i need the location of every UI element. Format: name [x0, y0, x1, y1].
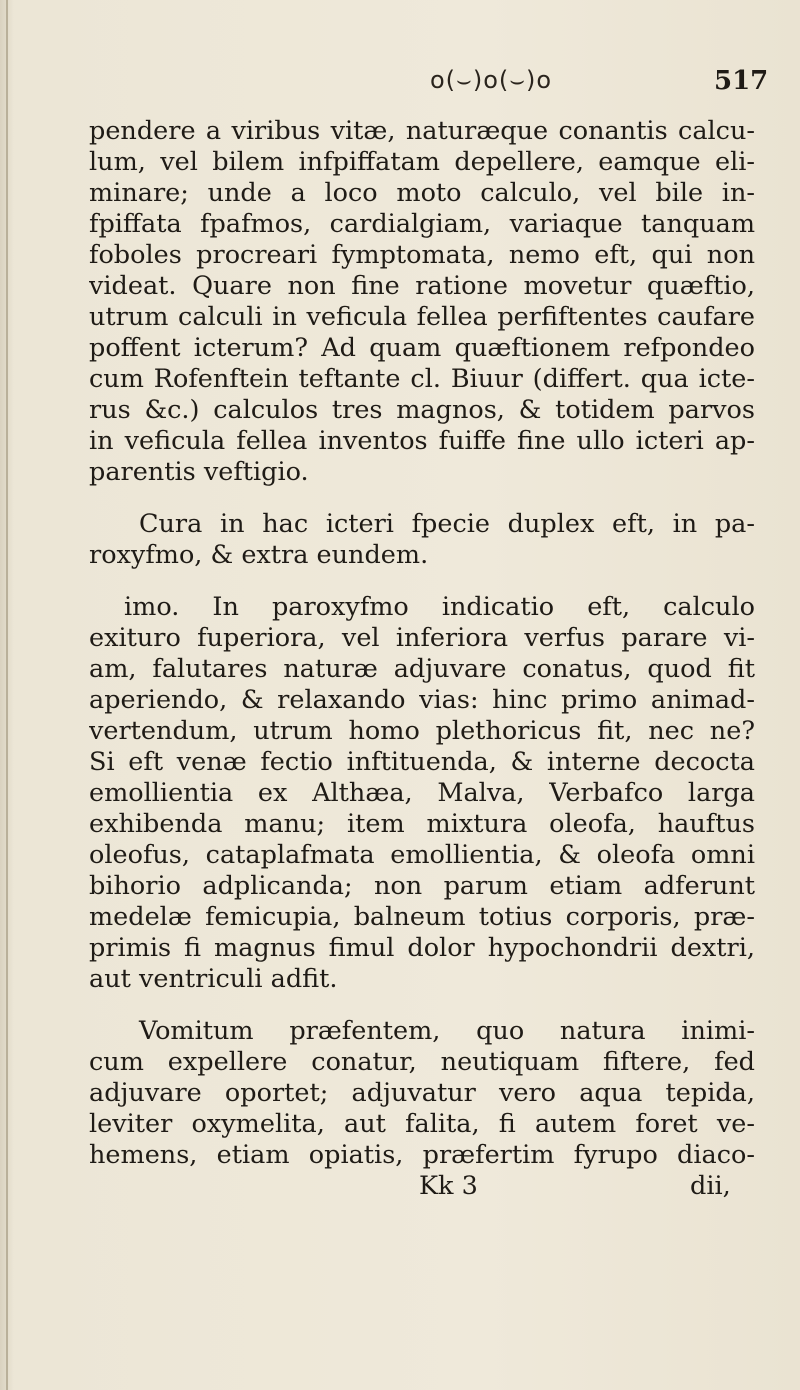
- text-line: imo. In paroxyfmo indicatio eft, calculo: [124, 592, 755, 622]
- text-line: oleofus, cataplafmata emollientia, & oleofa omni: [89, 840, 755, 870]
- text-line: adjuvare oportet; adjuvatur vero aqua tepida,: [89, 1078, 755, 1108]
- paragraph-4: [89, 1016, 755, 1171]
- text-line: leviter oxymelita, aut falita, fi autem foret ve-: [89, 1109, 755, 1139]
- text-line: exhibenda manu; item mixtura oleofa, hauftus: [89, 809, 755, 839]
- text-line: aut ventriculi adfit.: [89, 964, 338, 994]
- text-line: medelæ femicupia, balneum totius corporis, præ-: [89, 902, 755, 932]
- text-line: vertendum, utrum homo plethoricus fit, nec ne?: [89, 716, 755, 746]
- text-line: Cura in hac icteri fpecie duplex eft, in pa-: [139, 509, 755, 539]
- paragraph-3: [89, 592, 755, 995]
- text-line: in veficula fellea inventos fuiffe fine ullo icteri ap-: [89, 426, 755, 456]
- text-line: parentis veftigio.: [89, 457, 309, 487]
- signature-mark: Kk 3: [419, 1171, 478, 1201]
- page-header: [0, 66, 800, 106]
- text-line: pendere a viribus vitæ, naturæque conantis calcu-: [89, 116, 755, 146]
- text-line: cum expellere conatur, neutiquam fiftere, fed: [89, 1047, 755, 1077]
- page-footer: [89, 1171, 755, 1202]
- paragraph-1: [89, 116, 755, 488]
- text-line: utrum calculi in veficula fellea perfiftentes caufare: [89, 302, 755, 332]
- text-line: videat. Quare non fine ratione movetur quæftio,: [89, 271, 755, 301]
- text-line: minare; unde a loco moto calculo, vel bile in-: [89, 178, 755, 208]
- text-line: Vomitum præfentem, quo natura inimi-: [139, 1016, 755, 1046]
- paragraph-2: [89, 509, 755, 571]
- text-line: lum, vel bilem infpiffatam depellere, eamque eli-: [89, 147, 755, 177]
- paragraph-gap: [89, 571, 755, 592]
- text-line: cum Rofenftein teftante cl. Biuur (differt. qua icte-: [89, 364, 755, 394]
- text-line: primis fi magnus fimul dolor hypochondrii dextri,: [89, 933, 755, 963]
- text-line: poffent icterum? Ad quam quæftionem refpondeo: [89, 333, 755, 363]
- text-line: emollientia ex Althæa, Malva, Verbafco larga: [89, 778, 755, 808]
- header-ornament: o(⌣)o(⌣)o: [430, 66, 553, 94]
- binding-gutter: [6, 0, 8, 1390]
- text-line: foboles procreari fymptomata, nemo eft, qui non: [89, 240, 755, 270]
- body-text: [89, 116, 755, 1202]
- text-line: aperiendo, & relaxando vias: hinc primo animad-: [89, 685, 755, 715]
- text-line: exituro fuperiora, vel inferiora verfus parare vi-: [89, 623, 755, 653]
- paragraph-gap: [89, 488, 755, 509]
- text-line: fpiffata fpafmos, cardialgiam, variaque tanquam: [89, 209, 755, 239]
- paragraph-gap: [89, 995, 755, 1016]
- catchword: dii,: [690, 1171, 731, 1201]
- text-line: rus &c.) calculos tres magnos, & totidem parvos: [89, 395, 755, 425]
- text-line: am, falutares naturæ adjuvare conatus, quod fit: [89, 654, 755, 684]
- text-line: hemens, etiam opiatis, præfertim fyrupo diaco-: [89, 1140, 755, 1170]
- text-line: roxyfmo, & extra eundem.: [89, 540, 429, 570]
- page-number: 517: [714, 66, 769, 96]
- text-line: bihorio adplicanda; non parum etiam adferunt: [89, 871, 755, 901]
- text-line: Si eft venæ fectio inftituenda, & interne decocta: [89, 747, 755, 777]
